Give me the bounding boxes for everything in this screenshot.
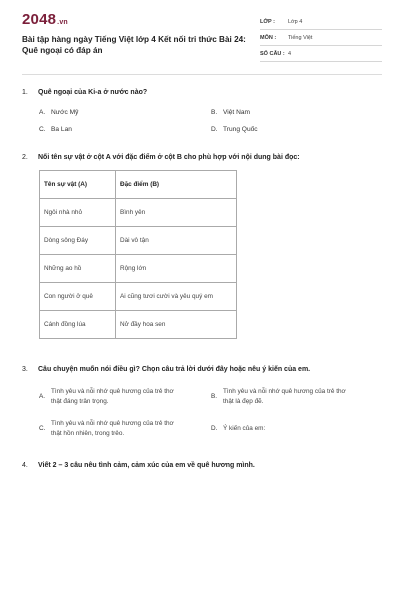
header-divider xyxy=(22,74,382,75)
question-text: Viết 2 – 3 câu nêu tình cảm, cảm xúc của em về quê hương mình. xyxy=(38,462,255,469)
option-letter: A. xyxy=(39,109,46,116)
option-d[interactable] xyxy=(211,126,361,133)
option-text xyxy=(51,419,211,439)
question-text: Nối tên sự vật ở cột A với đặc điểm ở cột B cho phù hợp với nội dung bài đọc: xyxy=(38,154,300,161)
option-c[interactable] xyxy=(39,126,211,133)
option-text xyxy=(223,387,361,407)
option-letter: D. xyxy=(211,425,218,432)
table-header-row xyxy=(40,171,237,199)
option-letter: C. xyxy=(39,425,46,432)
header-left xyxy=(22,12,254,62)
option-c[interactable] xyxy=(39,419,211,439)
option-text-line1: Tình yêu và nỗi nhớ quê hương của trẻ thơ xyxy=(51,420,174,427)
site-logo[interactable] xyxy=(22,12,254,31)
question-heading xyxy=(22,365,382,375)
table-cell-a[interactable]: Cánh đồng lúa xyxy=(40,311,116,339)
option-text-line1: Tình yêu và nỗi nhớ quê hương của trẻ thơ xyxy=(223,388,346,395)
option-text xyxy=(223,424,361,434)
option-letter: C. xyxy=(39,126,46,133)
column-header-a: Tên sự vật (A) xyxy=(40,171,116,199)
question-heading xyxy=(22,461,382,471)
option-b[interactable] xyxy=(211,109,361,116)
meta-value: 4 xyxy=(288,50,292,57)
option-d[interactable] xyxy=(211,419,361,439)
meta-info xyxy=(260,14,382,62)
option-letter: A. xyxy=(39,393,46,400)
meta-value: Lớp 4 xyxy=(288,18,303,25)
meta-row-class xyxy=(260,14,382,30)
option-text: Trung Quốc xyxy=(223,126,258,133)
meta-value: Tiếng Việt xyxy=(288,34,313,41)
answer-options xyxy=(39,387,382,439)
table-row xyxy=(40,227,237,255)
question-4 xyxy=(22,461,382,471)
question-text: Quê ngoại của Ki-a ở nước nào? xyxy=(38,89,148,96)
table-cell-a[interactable]: Ngôi nhà nhỏ xyxy=(40,199,116,227)
option-b[interactable] xyxy=(211,387,361,407)
table-cell-a[interactable]: Những ao hồ xyxy=(40,255,116,283)
document-title xyxy=(22,34,254,56)
table-cell-b[interactable]: Rộng lớn xyxy=(116,255,237,283)
meta-label: LỚP : xyxy=(260,18,275,25)
column-header-b: Đặc điểm (B) xyxy=(116,171,237,199)
table-row xyxy=(40,311,237,339)
table-cell-b[interactable]: Bình yên xyxy=(116,199,237,227)
meta-label: SỐ CÂU : xyxy=(260,50,285,57)
meta-row-subject xyxy=(260,30,382,46)
table-row xyxy=(40,283,237,311)
question-number: 3. xyxy=(22,366,28,373)
table-cell-b[interactable]: Nở đầy hoa sen xyxy=(116,311,237,339)
meta-row-question-count xyxy=(260,46,382,62)
question-number: 4. xyxy=(22,462,28,469)
table-cell-b[interactable]: Dài vô tận xyxy=(116,227,237,255)
option-letter: B. xyxy=(211,393,218,400)
option-text-line2: thật đáng trân trọng. xyxy=(51,398,109,405)
table-cell-a[interactable]: Con người ở quê xyxy=(40,283,116,311)
question-number: 2. xyxy=(22,154,28,161)
option-letter: D. xyxy=(211,126,218,133)
option-text: Nước Mỹ xyxy=(51,109,79,116)
table-row xyxy=(40,199,237,227)
option-text-line1: Tình yêu và nỗi nhớ quê hương của trẻ thơ xyxy=(51,388,174,395)
question-number: 1. xyxy=(22,89,28,96)
option-text-line2: thật là đẹp đẽ. xyxy=(223,398,264,405)
table-cell-b[interactable]: Ai cũng tươi cười và yêu quý em xyxy=(116,283,237,311)
logo-text: 2048 xyxy=(22,11,57,28)
question-heading xyxy=(22,88,382,98)
option-a[interactable] xyxy=(39,387,211,407)
option-text: Ba Lan xyxy=(51,126,72,133)
option-letter: B. xyxy=(211,109,218,116)
answer-options xyxy=(39,109,382,133)
document-title-line2: Quê ngoại có đáp án xyxy=(22,46,103,55)
document-title-line1: Bài tập hàng ngày Tiếng Việt lớp 4 Kết nối tri thức Bài 24: xyxy=(22,35,246,44)
question-heading xyxy=(22,153,382,163)
logo-tld: .vn xyxy=(57,19,68,26)
table-cell-a[interactable]: Dòng sông Đáy xyxy=(40,227,116,255)
option-text xyxy=(51,387,211,407)
header xyxy=(22,12,382,62)
option-text-line1: Ý kiến của em: xyxy=(223,425,266,432)
meta-label: MÔN : xyxy=(260,34,277,41)
option-text-line2: thật hồn nhiên, trong trẻo. xyxy=(51,430,125,437)
question-2 xyxy=(22,153,382,339)
table-row xyxy=(40,255,237,283)
option-text: Việt Nam xyxy=(223,109,250,116)
matching-table xyxy=(39,170,237,339)
option-a[interactable] xyxy=(39,109,211,116)
question-3 xyxy=(22,365,382,439)
question-1 xyxy=(22,88,382,133)
question-text: Câu chuyện muốn nói điều gì? Chọn câu trả lời dưới đây hoặc nêu ý kiến của em. xyxy=(38,366,311,373)
